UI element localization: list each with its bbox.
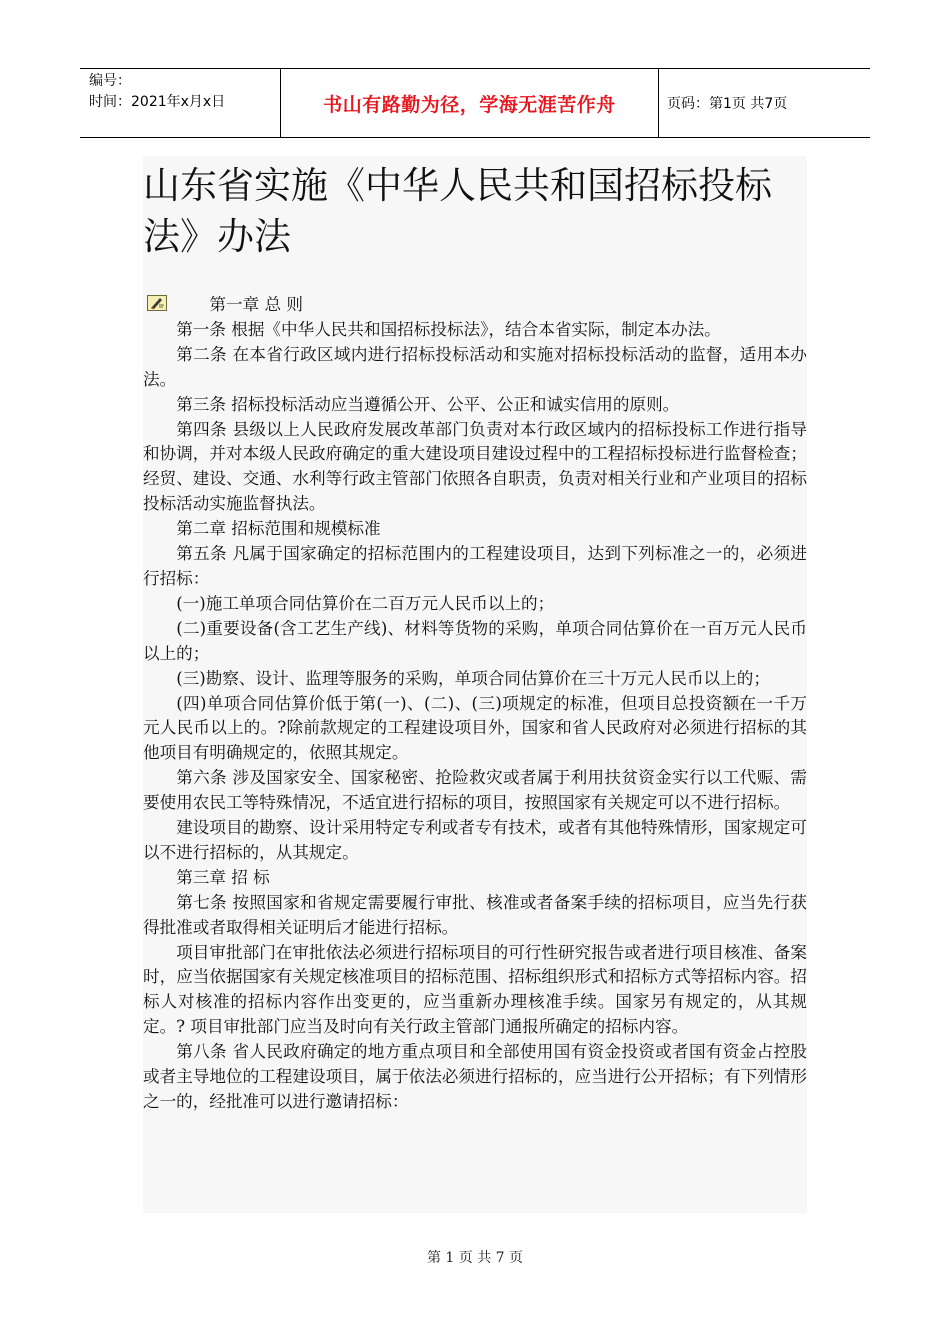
- list-item: (四)单项合同估算价低于第(一)、(二)、(三)项规定的标准，但项目总投资额在一千万元人民币以上的。?除前款规定的工程建设项目外，国家和省人民政府对必须进行招标的其他项目有明确规定的，依照其规定。: [143, 693, 807, 763]
- article-paragraph: 第七条 按照国家和省规定需要履行审批、核准或者备案手续的招标项目，应当先行获得批准或者取得相关证明后才能进行招标。: [143, 892, 807, 937]
- article-paragraph: 项目审批部门在审批依法必须进行招标项目的可行性研究报告或者进行项目核准、备案时，应当依据国家有关规定核准项目的招标范围、招标组织形式和招标方式等招标内容。招标人对核准的招标内容作出变更的，应当重新办理核准手续。国家另有规定的，从其规定。? 项目审批部门应当及时向有关行政主管部门通报所确定的招标内容。: [143, 942, 807, 1037]
- article-paragraph: 第五条 凡属于国家确定的招标范围内的工程建设项目，达到下列标准之一的，必须进行招标：: [143, 544, 807, 588]
- chapter-heading: 第二章 招标范围和规模标准: [176, 519, 381, 539]
- article-paragraph: 第三条 招标投标活动应当遵循公开、公平、公正和诚实信用的原则。: [176, 394, 680, 414]
- header-page-info: 页码：第1页 共7页: [667, 96, 788, 112]
- article-paragraph: 第一条 根据《中华人民共和国招标投标法》，结合本省实际，制定本办法。: [176, 319, 721, 339]
- document-number-label: 编号：: [89, 73, 131, 89]
- document-body: [143, 293, 807, 1115]
- article-paragraph: 第六条 涉及国家安全、国家秘密、抢险救灾或者属于利用扶贫资金实行以工代赈、需要使用农民工等特殊情况，不适宜进行招标的项目，按照国家有关规定可以不进行招标。: [143, 768, 807, 813]
- chapter-heading: 第三章 招 标: [176, 867, 270, 887]
- article-paragraph: 第八条 省人民政府确定的地方重点项目和全部使用国有资金投资或者国有资金占控股或者主导地位的工程建设项目，属于依法必须进行招标的，应当进行公开招标；有下列情形之一的，经批准可以进行邀请招标：: [143, 1042, 807, 1111]
- list-item: (一)施工单项合同估算价在二百万元人民币以上的；: [176, 593, 555, 613]
- header-meta: [80, 69, 281, 137]
- chapter-heading: 第一章 总 则: [209, 295, 303, 314]
- header-motto: 书山有路勤为径，学海无涯苦作舟: [281, 69, 659, 137]
- list-item: (二)重要设备(含工艺生产线)、材料等货物的采购，单项合同估算价在一百万元人民币以上的；: [143, 618, 807, 663]
- list-item: (三)勘察、设计、监理等服务的采购，单项合同估算价在三十万元人民币以上的；: [176, 668, 770, 688]
- article-paragraph: 建设项目的勘察、设计采用特定专利或者专有技术，或者有其他特殊情形，国家规定可以不进行招标的，从其规定。: [143, 818, 807, 862]
- page-footer: 第 1 页 共 7 页: [426, 1250, 524, 1266]
- page-header: [80, 68, 870, 138]
- document-title: 山东省实施《中华人民共和国招标投标法》办法: [143, 164, 772, 258]
- article-paragraph: 第二条 在本省行政区域内进行招标投标活动和实施对招标投标活动的监督，适用本办法。: [143, 344, 807, 389]
- article-paragraph: 第四条 县级以上人民政府发展改革部门负责对本行政区域内的招标投标工作进行指导和协调，并对本级人民政府确定的重大建设项目建设过程中的工程招标投标进行监督检查；经贸、建设、交通、水利等行政主管部门依照各自职责，负责对相关行业和产业项目的招标投标活动实施监督执法。: [143, 419, 807, 514]
- document-time-label: 时间：2021年x月x日: [89, 94, 226, 110]
